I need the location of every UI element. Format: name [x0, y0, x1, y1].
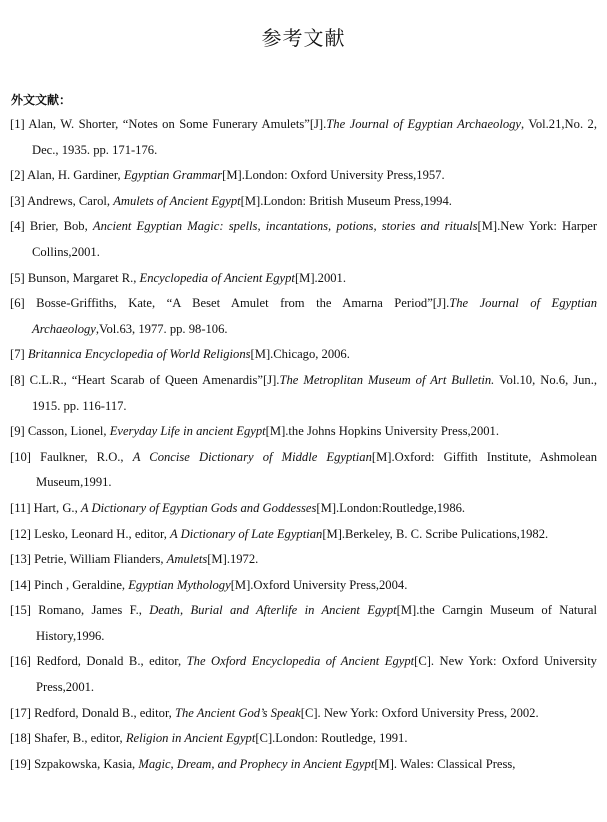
reference-item: [14] Pinch , Geraldine, Egyptian Mythology[M].Oxford University Press,2004. [10, 577, 408, 592]
reference-item: [13] Petrie, William Flianders, Amulets[M].1972. [10, 552, 259, 567]
reference-item: [5] Bunson, Margaret R., Encyclopedia of Ancient Egypt[M].2001. [10, 270, 347, 285]
reference-item: [3] Andrews, Carol, Amulets of Ancient Egypt[M].London: British Museum Press,1994. [10, 193, 452, 208]
reference-item: [12] Lesko, Leonard H., editor, A Dictionary of Late Egyptian[M].Berkeley, B. C. Scribe Pulications,1982. [10, 526, 549, 541]
reference-item: [15] Romano, James F., Death, Burial and Afterlife in Ancient Egypt[M].the Carngin Museum of Natural History,1996. [10, 603, 597, 643]
section-heading: 外文文献： [11, 93, 72, 107]
reference-item: [7] Britannica Encyclopedia of World Religions[M].Chicago, 2006. [10, 347, 350, 362]
reference-item: [9] Casson, Lionel, Everyday Life in ancient Egypt[M].the Johns Hopkins University Press,2001. [10, 424, 500, 439]
page-title: 参考文献 [261, 26, 346, 50]
reference-item: [18] Shafer, B., editor, Religion in Ancient Egypt[C].London: Routledge, 1991. [10, 731, 408, 746]
reference-item: [10] Faulkner, R.O., A Concise Dictionary of Middle Egyptian[M].Oxford: Giffith Institute, Ashmolean Museum,1991. [10, 449, 598, 490]
reference-item: [16] Redford, Donald B., editor, The Oxford Encyclopedia of Ancient Egypt[C]. New York: Oxford University Press,2001. [10, 654, 597, 695]
reference-item: [6] Bosse-Griffiths, Kate, “A Beset Amulet from the Amarna Period”[J].The Journal of Egyptian Archaeology,Vol.63, 1977. pp. 98-106. [10, 296, 597, 336]
reference-item: [11] Hart, G., A Dictionary of Egyptian Gods and Goddesses[M].London:Routledge,1986. [10, 500, 466, 515]
reference-item: [19] Szpakowska, Kasia, Magic, Dream, and Prophecy in Ancient Egypt[M]. Wales: Classical Press, [10, 756, 516, 771]
reference-item: [2] Alan, H. Gardiner, Egyptian Grammar[M].London: Oxford University Press,1957. [10, 168, 445, 183]
reference-item: [8] C.L.R., “Heart Scarab of Queen Amenardis”[J].The Metroplitan Museum of Art Bulletin. Vol.10, No.6, Jun., 1915. pp. 116-117. [10, 372, 597, 413]
reference-item: [4] Brier, Bob, Ancient Egyptian Magic: spells, incantations, potions, stories and rituals[M].New York: Harper Collins,2001. [10, 219, 598, 259]
reference-item: [1] Alan, W. Shorter, “Notes on Some Funerary Amulets”[J].The Journal of Egyptian Archaeology, Vol.21,No. 2, Dec., 1935. pp. 171-176. [10, 117, 597, 157]
reference-list [0, 112, 607, 778]
reference-item: [17] Redford, Donald B., editor, The Ancient God’s Speak[C]. New York: Oxford University Press, 2002. [10, 705, 539, 720]
